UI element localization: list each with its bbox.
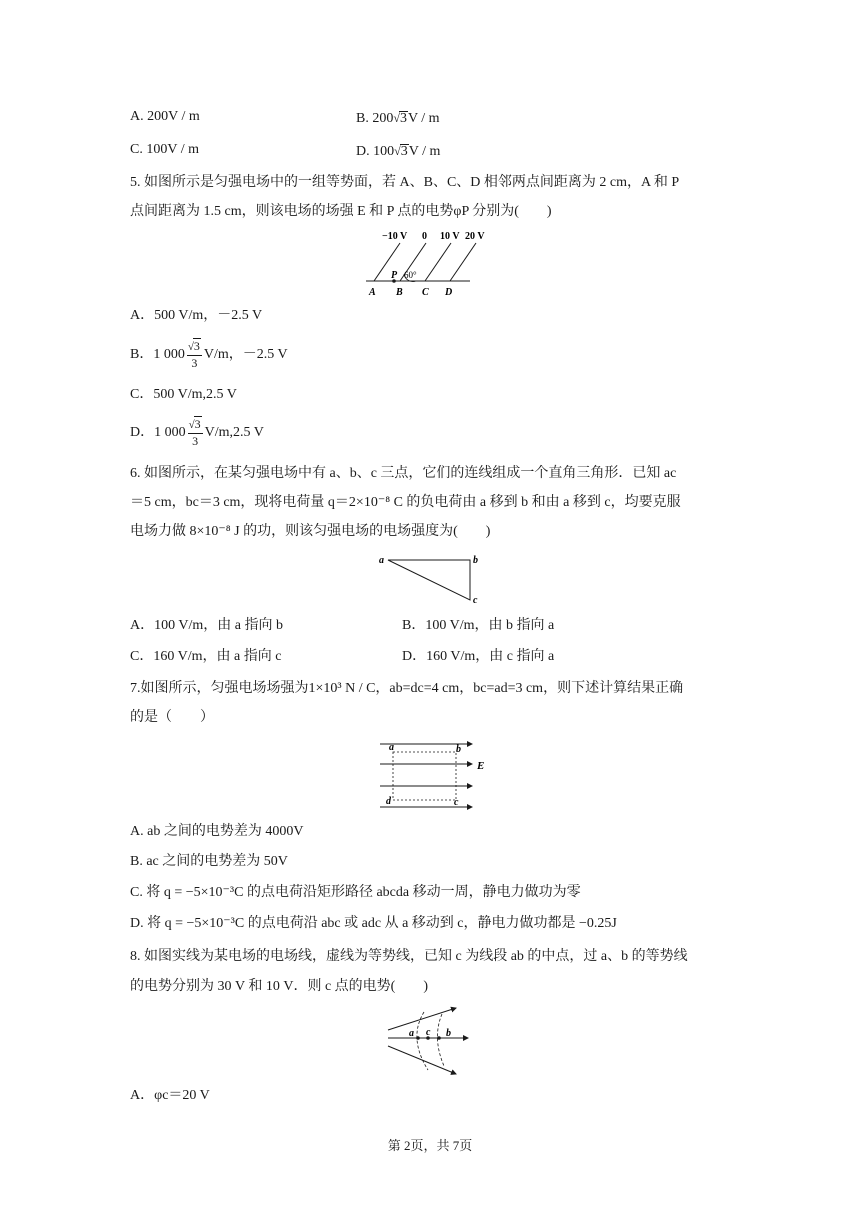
q7-field-figure: [376, 738, 496, 814]
q8-point-b: [437, 1036, 441, 1040]
q8-field-line: [388, 1008, 456, 1030]
q4-option-a: A. 200V / m: [130, 109, 200, 124]
q5-option-b: B．1 000 $\frac{√3}{3}$ V/m，－2.5 V: [130, 339, 288, 371]
q8-label-b: b: [446, 1028, 451, 1039]
q7-option-b: B. ac 之间的电势差为 50V: [130, 854, 288, 869]
q5-potential-label: 20 V: [465, 231, 485, 242]
q5-option-c: C．500 V/m,2.5 V: [130, 387, 237, 402]
page-footer: 第 2页，共 7页: [387, 1138, 473, 1153]
q8-label-a: a: [409, 1028, 414, 1039]
q6-stem-line2: ＝5 cm，bc＝3 cm，现将电荷量 q＝2×10⁻⁸ C 的负电荷由 a 移到 b 和由 a 移到 c，均要克服: [130, 495, 681, 510]
q6-label-a: a: [379, 555, 384, 566]
q7-stem-line1: 7.如图所示，匀强电场场强为1×10³ N / C，ab=dc=4 cm，bc=ad=3 cm，则下述计算结果正确: [130, 681, 684, 696]
q5-stem-line2: 点间距离为 1.5 cm，则该电场的场强 E 和 P 点的电势φP 分别为( ): [130, 204, 552, 219]
q6-option-b: B．100 V/m，由 b 指向 a: [402, 618, 555, 633]
q4-option-c: C. 100V / m: [130, 142, 199, 157]
q5-potential-label: 0: [422, 231, 427, 242]
q8-field-lines-figure: [384, 1000, 474, 1080]
q5-option-a: A．500 V/m，－2.5 V: [130, 308, 263, 323]
q4-option-b: B. 200√3V / m: [356, 111, 440, 126]
q7-label-d: d: [386, 796, 391, 807]
q8-stem-line1: 8. 如图实线为某电场的电场线，虚线为等势线，已知 c 为线段 ab 的中点，过 a、b 的等势线: [130, 949, 688, 964]
q6-option-d: D．160 V/m，由 c 指向 a: [402, 649, 555, 664]
q6-option-a: A．100 V/m，由 a 指向 b: [130, 618, 283, 633]
q7-rectangle-abcd: [393, 752, 456, 800]
q7-label-b: b: [456, 744, 461, 755]
q5-point-label: B: [396, 287, 403, 298]
q7-option-c: C. 将 q = −5×10⁻³C 的点电荷沿矩形路径 abcda 移动一周，静电力做功为零: [130, 885, 581, 900]
q6-label-b: b: [473, 555, 478, 566]
q7-label-a: a: [389, 742, 394, 753]
q5-point-label: C: [422, 287, 429, 298]
q8-label-c: c: [426, 1027, 431, 1038]
q6-right-triangle: [388, 560, 470, 600]
q5-p-label: P: [391, 270, 398, 281]
q6-triangle-figure: [374, 552, 484, 606]
q5-point-label: A: [369, 287, 376, 298]
q5-angle-label: 60°: [404, 270, 417, 280]
q7-option-d: D. 将 q = −5×10⁻³C 的点电荷沿 abc 或 adc 从 a 移动到 c，静电力做功都是 −0.25J: [130, 916, 617, 931]
q5-equipotential-line: [425, 243, 451, 281]
q6-stem-line3: 电场力做 8×10⁻⁸ J 的功，则该匀强电场的电场强度为( ): [130, 524, 491, 539]
q5-option-d: D．1 000 $\frac{√3}{3}$ V/m,2.5 V: [130, 417, 264, 449]
q5-point-label: D: [445, 287, 453, 298]
q5-potential-label: −10 V: [382, 231, 408, 242]
q7-field-label: E: [477, 760, 485, 772]
q8-equipotential-b: [437, 1014, 444, 1066]
q6-stem-line1: 6. 如图所示，在某匀强电场中有 a、b、c 三点，它们的连线组成一个直角三角形．已知 ac: [130, 466, 677, 481]
q5-potential-label: 10 V: [440, 231, 460, 242]
q8-option-a: A．φc＝20 V: [130, 1088, 210, 1103]
q8-stem-line2: 的电势分别为 30 V 和 10 V．则 c 点的电势( ): [130, 979, 429, 994]
q8-field-line: [388, 1046, 456, 1074]
q5-equipotential-line: [450, 243, 476, 281]
q6-option-c: C．160 V/m，由 a 指向 c: [130, 649, 282, 664]
q4-option-d: D. 100√3V / m: [356, 144, 441, 159]
q7-stem-line2: 的是（ ）: [130, 710, 214, 725]
q7-option-a: A. ab 之间的电势差为 4000V: [130, 824, 304, 839]
q6-label-c: c: [473, 595, 478, 606]
q5-stem-line1: 5. 如图所示是匀强电场中的一组等势面，若 A、B、C、D 相邻两点间距离为 2 cm，A 和 P: [130, 175, 680, 190]
q5-equipotential-figure: [360, 226, 500, 300]
q7-label-c: c: [454, 797, 459, 808]
q8-point-a: [416, 1036, 420, 1040]
